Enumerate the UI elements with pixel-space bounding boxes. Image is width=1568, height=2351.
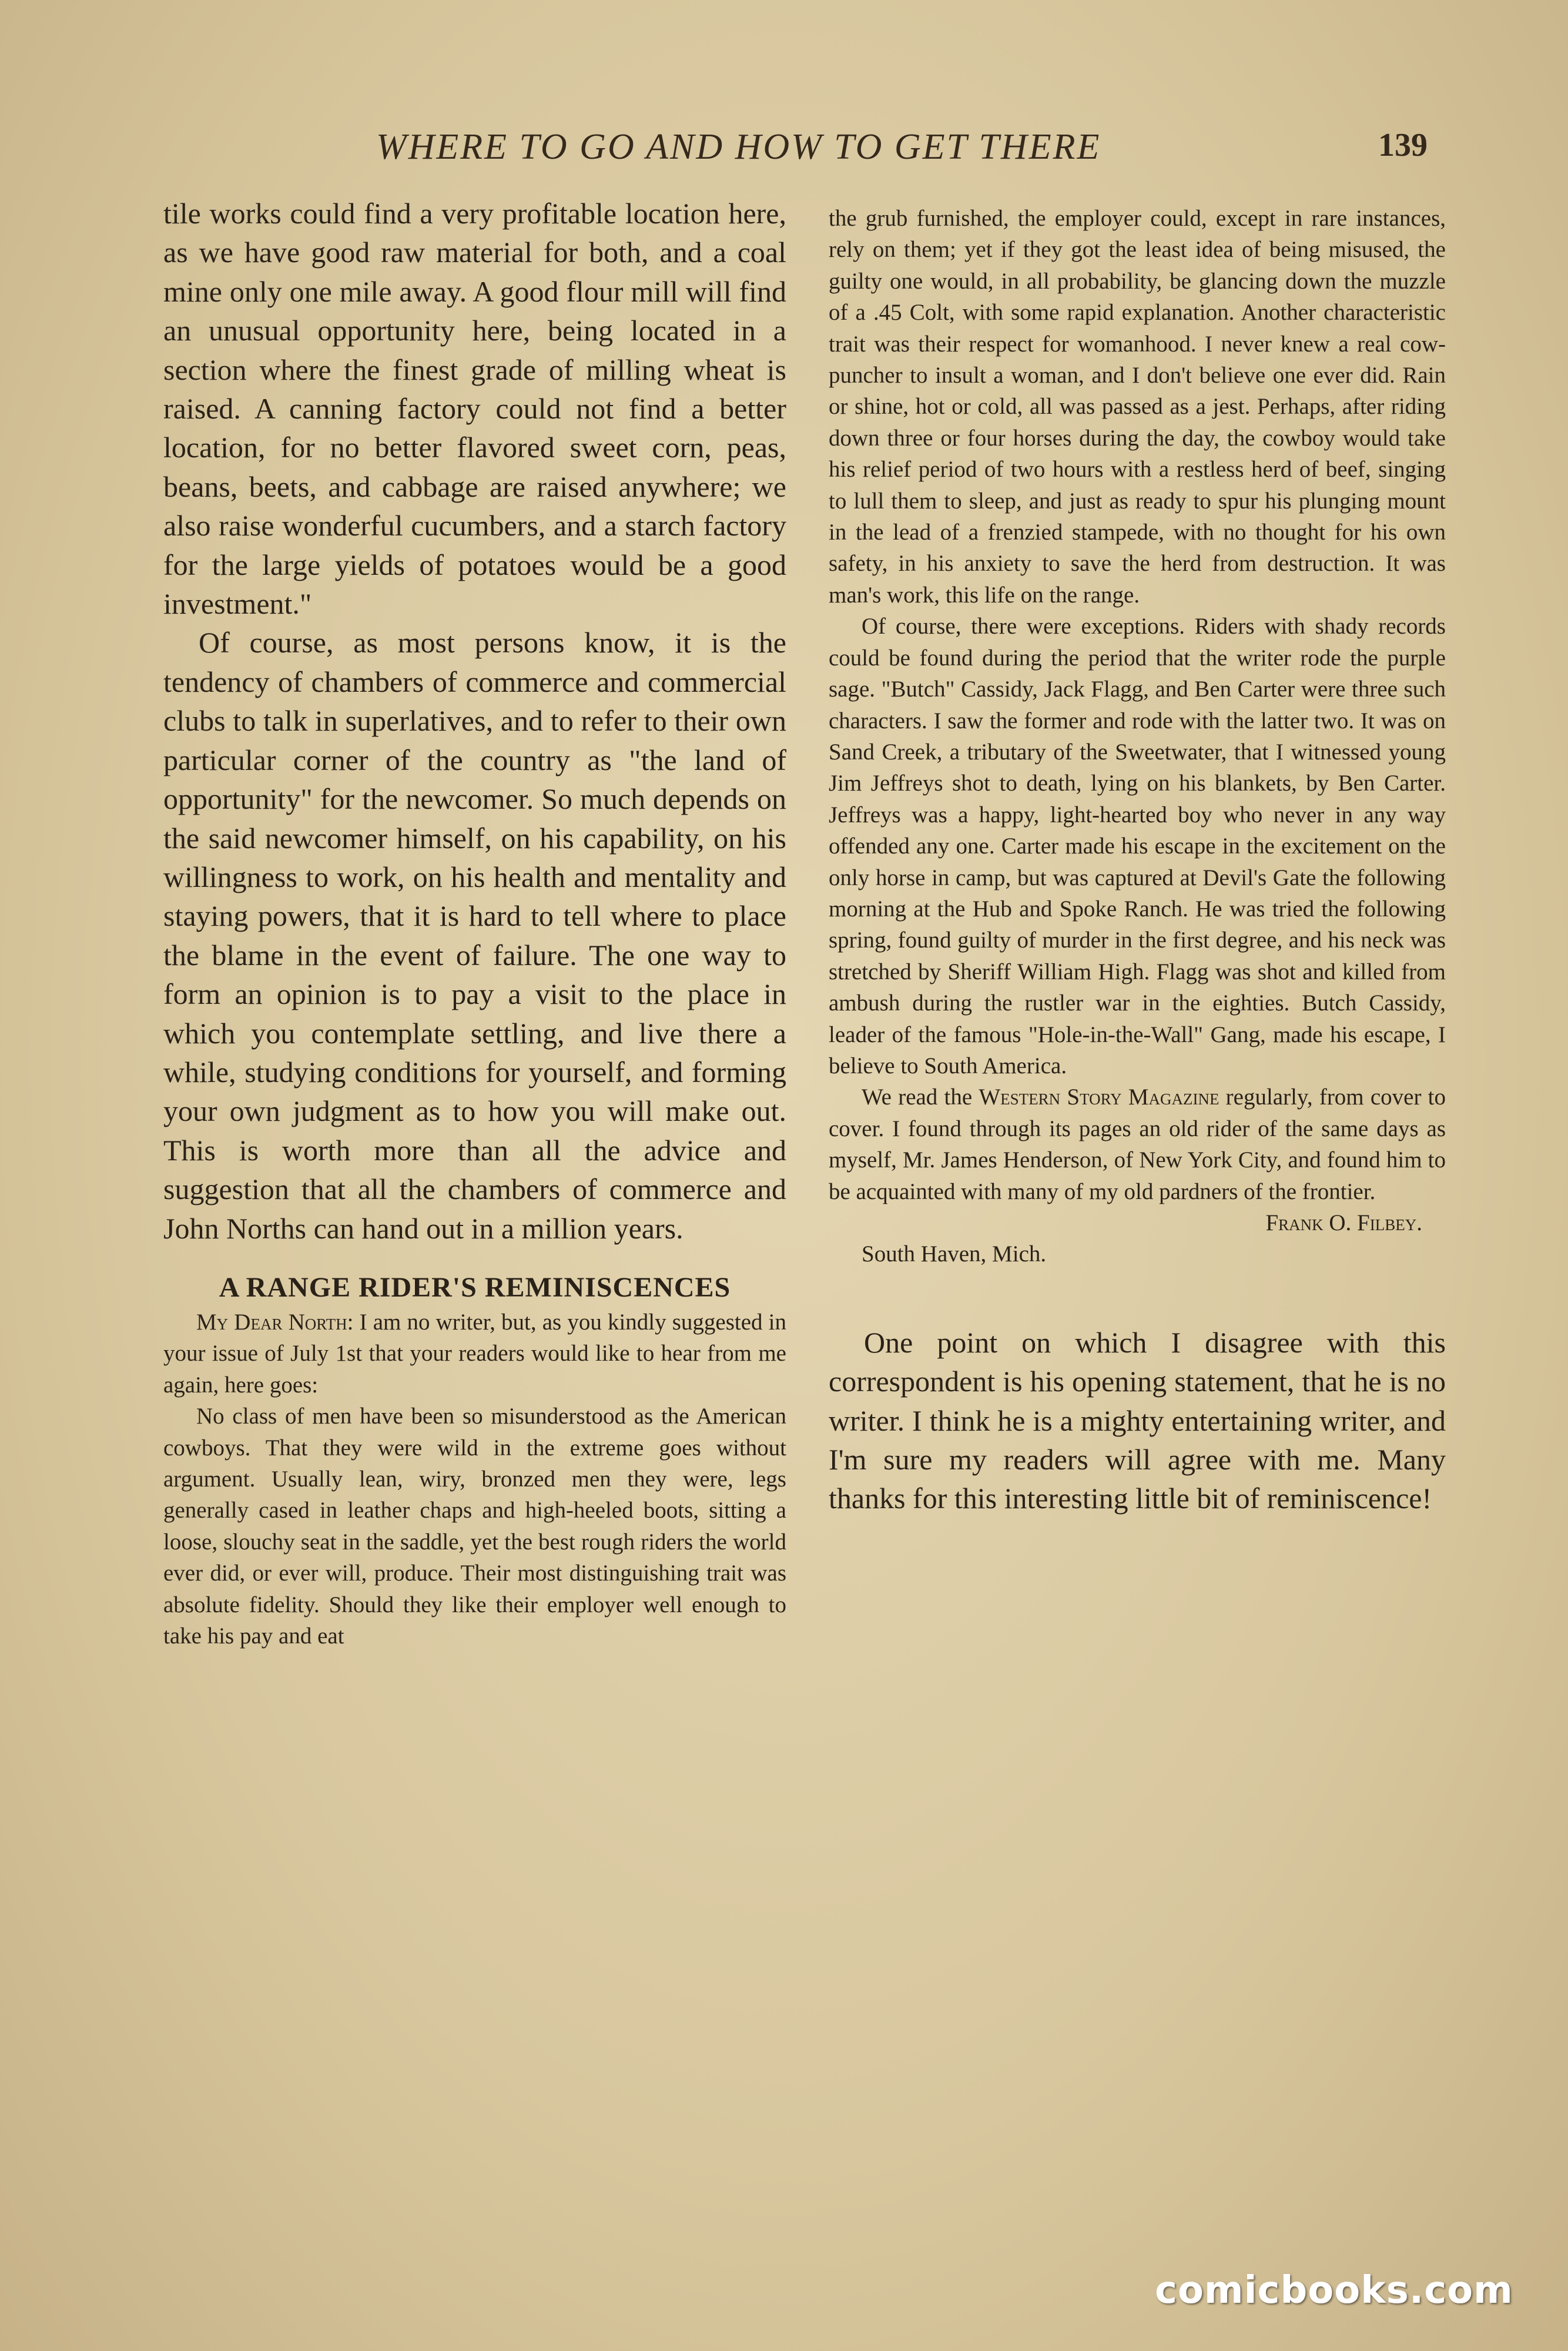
article-paragraph: Of course, as most persons know, it is the tendency of chambers of commerce and commercial clubs to talk in superlatives, and to refer to their own particular corner of the country as "the land of opportunity" for the newcomer. So much depends on the said newcomer himself, on his capability, on his willingness to work, on his health and mentality and staying powers, that it is hard to tell where to place the blame in the event of failure. The one way to form an opinion is to pay a visit to the place in which you contemplate settling, and live there a while, studying conditions for yourself, and forming your own judgment as to how you will make out. This is worth more than all the advice and suggestion that all the chambers of commerce and John Norths can hand out in a million years. (163, 626, 786, 1245)
right-column (829, 203, 1446, 1518)
letter-paragraph (163, 1307, 786, 1401)
left-column (163, 194, 786, 1652)
letter-signature: Frank O. Filbey. (1265, 1210, 1422, 1235)
letter-paragraph: Of course, there were exceptions. Riders with shady records could be found during the period that the writer rode the purple sage. "Butch" Cassidy, Jack Flagg, and Ben Carter were three such characters. I saw the former and rode with the latter two. It was on Sand Creek, a tributary of the Sweetwater, that I witnessed young Jim Jeffreys shot to death, lying on his blankets, by Ben Carter. Jeffreys was a happy, light-hearted boy who never in any way offended any one. Carter made his escape in the excitement on the only horse in camp, but was captured at Devil's Gate the following morning at the Hub and Spoke Ranch. He was tried the following spring, found guilty of murder in the first degree, and his neck was stretched by Sheriff William High. Flagg was shot and killed from ambush during the rustler war in the eighties. Butch Cassidy, leader of the famous "Hole-in-the-Wall" Gang, made his escape, I believe to South America. (829, 614, 1446, 1079)
editor-note: One point on which I disagree with this correspondent is his opening statement, that he is no writer. I think he is a mighty entertaining writer, and I'm sure my readers will agree with me. Many thanks for this interesting little bit of reminiscence! (829, 1325, 1446, 1515)
letter-salutation: My Dear North: (196, 1309, 354, 1335)
section-heading: A RANGE RIDER'S REMINISCENCES (219, 1271, 731, 1303)
letter-paragraph (829, 1081, 1446, 1207)
running-header: WHERE TO GO AND HOW TO GET THERE (376, 127, 1101, 167)
letter-text: I am no writer, but, as you kindly suggested in your issue of July 1st that your readers would like to hear from me again, here goes: (163, 1309, 786, 1398)
letter-place: South Haven, Mich. (862, 1241, 1047, 1267)
letter-text: regularly, from cover to cover. I found through its pages an old rider of the same days as myself, Mr. James Henderson, of New York City, and found him to be acquainted with many of my old pardners of the frontier. (829, 1084, 1446, 1204)
letter-paragraph: No class of men have been so misunderstood as the American cowboys. That they were wild in the extreme goes without argument. Usually lean, wiry, bronzed men they were, legs generally cased in leather chaps and high-heeled boots, sitting a loose, slouchy seat in the saddle, yet the best rough riders the world ever did, or ever will, produce. Their most distinguishing trait was absolute fidelity. Should they like their employer well enough to take his pay and eat (163, 1404, 786, 1649)
letter-paragraph: the grub furnished, the employer could, except in rare instances, rely on them; yet if they got the least idea of being misused, the guilty one would, in all probability, be glancing down the muzzle of a .45 Colt, with some rapid explanation. Another characteristic trait was their respect for womanhood. I never knew a real cow-puncher to insult a woman, and I don't believe one ever did. Rain or shine, hot or cold, all was passed as a jest. Perhaps, after riding down three or four horses during the day, the cowboy would take his relief period of two hours with a restless herd of beef, singing to lull them to sleep, and just as ready to spur his plunging mount in the lead of a frenzied stampede, with no thought for his own safety, in his anxiety to save the herd from destruction. It was man's work, this life on the range. (829, 206, 1446, 608)
magazine-name: Western Story Magazine (979, 1084, 1219, 1110)
watermark: comicbooks.com (1155, 2269, 1513, 2312)
article-paragraph: tile works could find a very profitable location here, as we have good raw material for both, and a coal mine only one mile away. A good flour mill will find an unusual opportunity here, being located in a section where the finest grade of milling wheat is raised. A canning factory could not find a better location, for no better flavored sweet corn, peas, beans, beets, and cabbage are raised anywhere; we also raise wonderful cucumbers, and a starch factory for the large yields of potatoes would be a good investment." (163, 197, 786, 621)
letter-text: We read the (862, 1084, 979, 1110)
page-number: 139 (1378, 127, 1428, 163)
